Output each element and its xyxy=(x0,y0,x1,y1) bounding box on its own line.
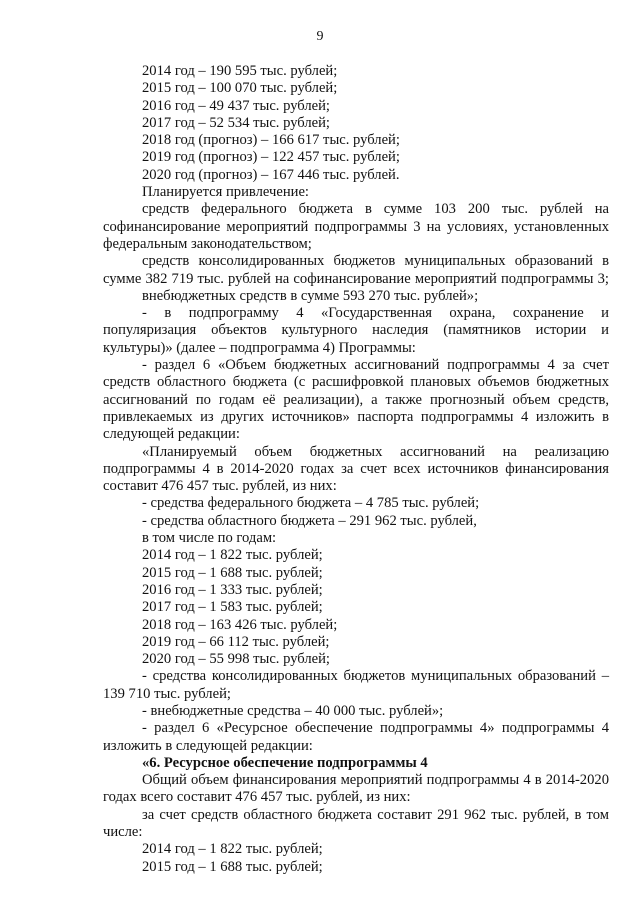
text-line: «Планируемый объем бюджетных ассигнований на реализацию xyxy=(142,443,609,460)
text-line: годах всего составит 476 457 тыс. рублей, из них: xyxy=(103,789,411,806)
page-number: 9 xyxy=(316,29,324,44)
text-line: Общий объем финансирования мероприятий подпрограммы 4 в 2014-2020 xyxy=(142,772,609,789)
text-line: 2019 год – 66 112 тыс. рублей; xyxy=(142,633,330,650)
text-line: - в подпрограмму 4 «Государственная охрана, сохранение и xyxy=(142,305,609,322)
section-heading: «6. Ресурсное обеспечение подпрограммы 4 xyxy=(142,754,428,771)
text-line: следующей редакции: xyxy=(103,426,240,443)
text-line: 2014 год – 190 595 тыс. рублей; xyxy=(142,63,338,79)
text-line: за счет средств областного бюджета составит 291 962 тыс. рублей, в том xyxy=(142,806,609,823)
text-line: Планируется привлечение: xyxy=(142,184,309,201)
text-line: внебюджетных средств в сумме 593 270 тыс. рублей»; xyxy=(142,287,479,304)
text-line: 2016 год – 1 333 тыс. рублей; xyxy=(142,581,323,598)
text-line: 2019 год (прогноз) – 122 457 тыс. рублей; xyxy=(142,149,400,166)
text-line: 2017 год – 52 534 тыс. рублей; xyxy=(142,114,330,131)
text-line: числе: xyxy=(103,824,143,841)
text-line: - средства федерального бюджета – 4 785 тыс. рублей; xyxy=(142,495,480,512)
text-line: сумме 382 719 тыс. рублей на софинансирование мероприятий подпрограммы 3; xyxy=(103,270,609,287)
text-line: 2020 год (прогноз) – 167 446 тыс. рублей. xyxy=(142,166,400,183)
document-body xyxy=(103,63,609,876)
text-line: - внебюджетные средства – 40 000 тыс. рублей»; xyxy=(142,702,444,719)
text-line: 2016 год – 49 437 тыс. рублей; xyxy=(142,97,330,114)
text-line: 2015 год – 100 070 тыс. рублей; xyxy=(142,80,338,97)
text-line: культуры)» (далее – подпрограмма 4) Программы: xyxy=(103,339,416,356)
text-line: составит 476 457 тыс. рублей, из них: xyxy=(103,478,337,495)
text-line: 2018 год (прогноз) – 166 617 тыс. рублей; xyxy=(142,132,400,149)
text-line: в том числе по годам: xyxy=(142,530,277,547)
text-line: подпрограммы 4 в 2014-2020 годах за счет всех источников финансирования xyxy=(103,460,609,477)
text-line: привлекаемых из других источников» паспорта подпрограммы 4 изложить в xyxy=(103,408,609,425)
text-line: 2014 год – 1 822 тыс. рублей; xyxy=(142,547,323,564)
text-line: 2018 год – 163 426 тыс. рублей; xyxy=(142,616,338,633)
text-line: средств федерального бюджета в сумме 103 200 тыс. рублей на xyxy=(142,201,609,218)
text-line: 2017 год – 1 583 тыс. рублей; xyxy=(142,599,323,616)
text-line: софинансирование мероприятий подпрограммы 3 на условиях, установленных xyxy=(103,218,609,235)
text-line: 2015 год – 1 688 тыс. рублей; xyxy=(142,858,323,875)
text-line: 2020 год – 55 998 тыс. рублей; xyxy=(142,651,330,668)
text-line: средств областного бюджета (с расшифровкой плановых объемов бюджетных xyxy=(103,374,609,391)
text-line: средств консолидированных бюджетов муниципальных образований в xyxy=(142,253,609,270)
text-line: популяризация объектов культурного наследия (памятников истории и xyxy=(103,322,609,339)
text-line: федеральным законодательством; xyxy=(103,235,312,252)
text-line: 2015 год – 1 688 тыс. рублей; xyxy=(142,564,323,581)
text-line: - раздел 6 «Ресурсное обеспечение подпрограммы 4» подпрограммы 4 xyxy=(142,720,609,737)
text-line: - раздел 6 «Объем бюджетных ассигнований подпрограммы 4 за счет xyxy=(142,357,609,374)
text-line: ассигнований по годам её реализации), а также прогнозный объем средств, xyxy=(103,391,609,408)
text-line: - средства областного бюджета – 291 962 тыс. рублей, xyxy=(142,512,477,529)
text-line: 139 710 тыс. рублей; xyxy=(103,685,231,702)
text-line: 2014 год – 1 822 тыс. рублей; xyxy=(142,841,323,858)
text-line: изложить в следующей редакции: xyxy=(103,737,313,754)
text-line: - средства консолидированных бюджетов муниципальных образований – xyxy=(142,668,609,685)
